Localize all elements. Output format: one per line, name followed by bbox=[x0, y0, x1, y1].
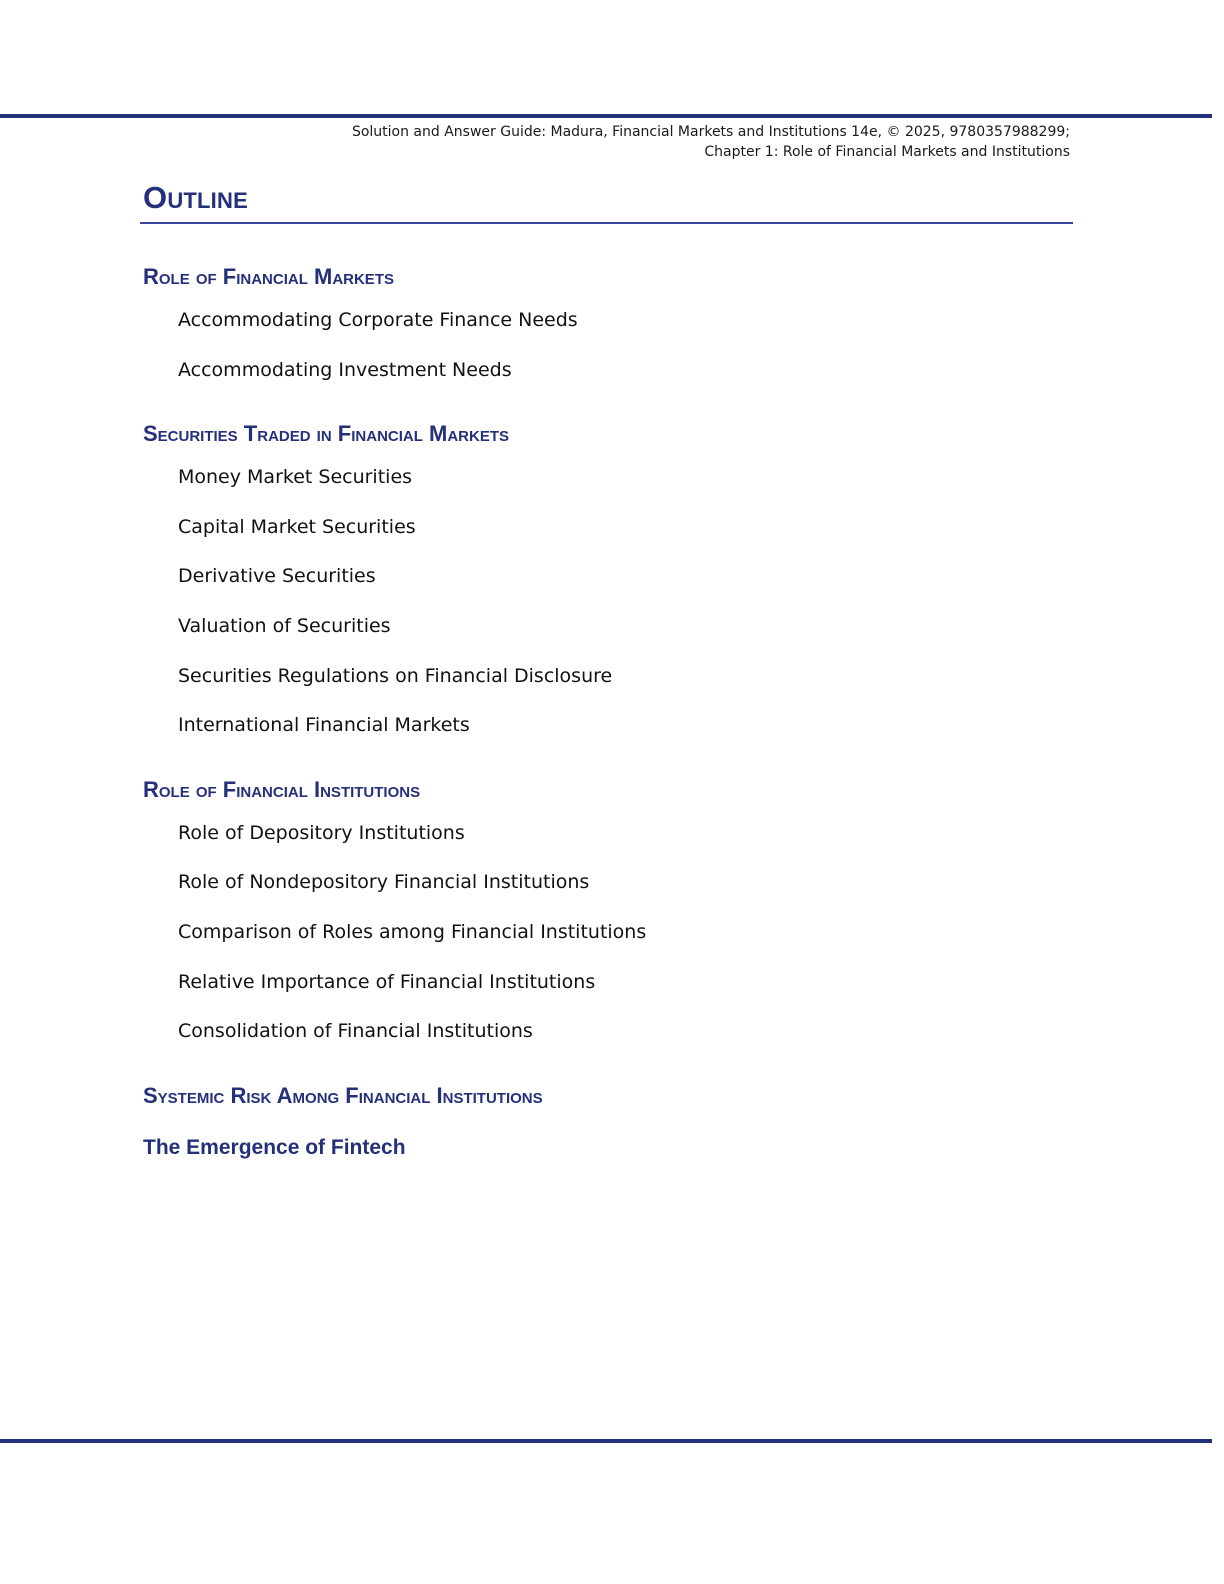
running-header-line-2: Chapter 1: Role of Financial Markets and Institutions bbox=[704, 144, 1070, 160]
section-heading: Role of Financial Institutions bbox=[143, 776, 421, 802]
section-role-of-financial-institutions bbox=[143, 775, 1073, 1057]
section-heading: Securities Traded in Financial Markets bbox=[143, 421, 510, 447]
section-fintech bbox=[143, 1133, 1073, 1163]
outline-content bbox=[143, 262, 1073, 1163]
section-heading: Role of Financial Markets bbox=[143, 264, 394, 289]
header-rule bbox=[0, 114, 1212, 118]
section-item-list bbox=[143, 809, 1073, 1057]
list-item: Accommodating Investment Needs bbox=[178, 358, 512, 381]
list-item: Relative Importance of Financial Institutions bbox=[178, 970, 596, 993]
list-item: Accommodating Corporate Finance Needs bbox=[178, 309, 578, 331]
list-item: Capital Market Securities bbox=[178, 515, 416, 538]
list-item: Role of Nondepository Financial Institutions bbox=[178, 871, 590, 894]
section-securities-traded bbox=[143, 419, 1073, 751]
page-title: Outline bbox=[143, 180, 248, 215]
list-item: Role of Depository Institutions bbox=[178, 821, 465, 844]
running-header bbox=[352, 122, 1070, 162]
list-item: International Financial Markets bbox=[178, 714, 470, 737]
title-underline bbox=[140, 222, 1073, 224]
list-item: Comparison of Roles among Financial Institutions bbox=[178, 920, 647, 943]
section-systemic-risk bbox=[143, 1081, 1073, 1111]
section-item-list bbox=[143, 296, 1073, 395]
list-item: Valuation of Securities bbox=[178, 614, 391, 637]
list-item: Securities Regulations on Financial Disclosure bbox=[178, 664, 613, 687]
list-item: Consolidation of Financial Institutions bbox=[178, 1020, 533, 1043]
section-heading: The Emergence of Fintech bbox=[143, 1135, 406, 1159]
section-role-of-financial-markets bbox=[143, 262, 1073, 395]
footer-rule bbox=[0, 1439, 1212, 1443]
section-heading: Systemic Risk Among Financial Institutions bbox=[143, 1082, 543, 1108]
running-header-line-1: Solution and Answer Guide: Madura, Financial Markets and Institutions 14e, © 2025, 9780357988299; bbox=[351, 124, 1070, 140]
list-item: Derivative Securities bbox=[178, 565, 376, 588]
list-item: Money Market Securities bbox=[178, 466, 413, 489]
section-item-list bbox=[143, 453, 1073, 751]
